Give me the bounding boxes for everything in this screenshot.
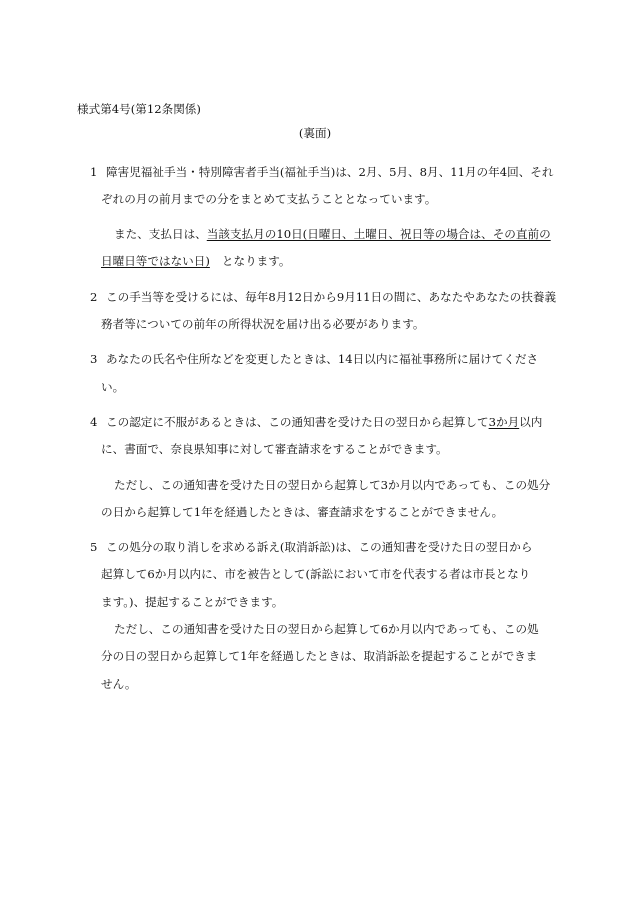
underlined-text: 3か月 <box>488 415 520 429</box>
paragraph-line: ただし、この通知書を受けた日の翌日から起算して3か月以内であっても、この処分 <box>114 478 551 492</box>
section-number: 1 <box>90 165 98 179</box>
paragraph-line: に、書面で、奈良県知事に対して審査請求をすることができます。 <box>101 442 448 456</box>
paragraph-line <box>106 414 542 430</box>
paragraph-line: あなたの氏名や住所などを変更したときは、14日以内に福祉事務所に届けてくださ <box>106 352 539 366</box>
paragraph-text: となります。 <box>221 254 291 268</box>
paragraph-line <box>114 226 551 242</box>
paragraph-line: ただし、この通知書を受けた日の翌日から起算して6か月以内であっても、この処 <box>114 622 539 636</box>
section-number: 4 <box>90 415 98 429</box>
paragraph-text: この認定に不服があるときは、この通知書を受けた日の翌日から起算して <box>106 415 489 429</box>
paragraph-line: 分の日の翌日から起算して1年を経過したときは、取消訴訟を提起することができま <box>101 649 538 663</box>
paragraph-text: 以内 <box>519 415 543 429</box>
section-number: 3 <box>90 352 98 366</box>
paragraph-line: せん。 <box>101 677 137 691</box>
underlined-text: 日曜日等ではない日) <box>101 254 210 268</box>
paragraph-line: 務者等についての前年の所得状況を届け出る必要があります。 <box>101 317 425 331</box>
section-number: 2 <box>90 290 98 304</box>
paragraph-line: この処分の取り消しを求める訴え(取消訴訟)は、この通知書を受けた日の翌日から <box>106 540 533 554</box>
paragraph-line: の日から起算して1年を経過したときは、審査請求をすることができません。 <box>101 505 504 519</box>
paragraph-line: ぞれの月の前月までの分をまとめて支払うこととなっています。 <box>101 192 437 206</box>
paragraph-line: 障害児福祉手当・特別障害者手当(福祉手当)は、2月、5月、8月、11月の年4回、それ <box>106 165 554 179</box>
section-number: 5 <box>90 540 98 554</box>
paragraph-line: い。 <box>101 380 125 394</box>
paragraph-text: また、支払日は、 <box>114 227 207 241</box>
underlined-text: 当該支払月の10日(日曜日、土曜日、祝日等の場合は、その直前の <box>206 227 551 241</box>
page-side-label: (裏面) <box>298 126 332 140</box>
paragraph-line: ます。)、提起することができます。 <box>101 595 284 609</box>
paragraph-line: この手当等を受けるには、毎年8月12日から9月11日の間に、あなたやあなたの扶養義 <box>106 290 557 304</box>
paragraph-line: 起算して6か月以内に、市を被告として(訴訟において市を代表する者は市長となり <box>101 567 531 581</box>
form-number: 様式第4号(第12条関係) <box>77 102 201 116</box>
paragraph-line <box>101 253 291 269</box>
